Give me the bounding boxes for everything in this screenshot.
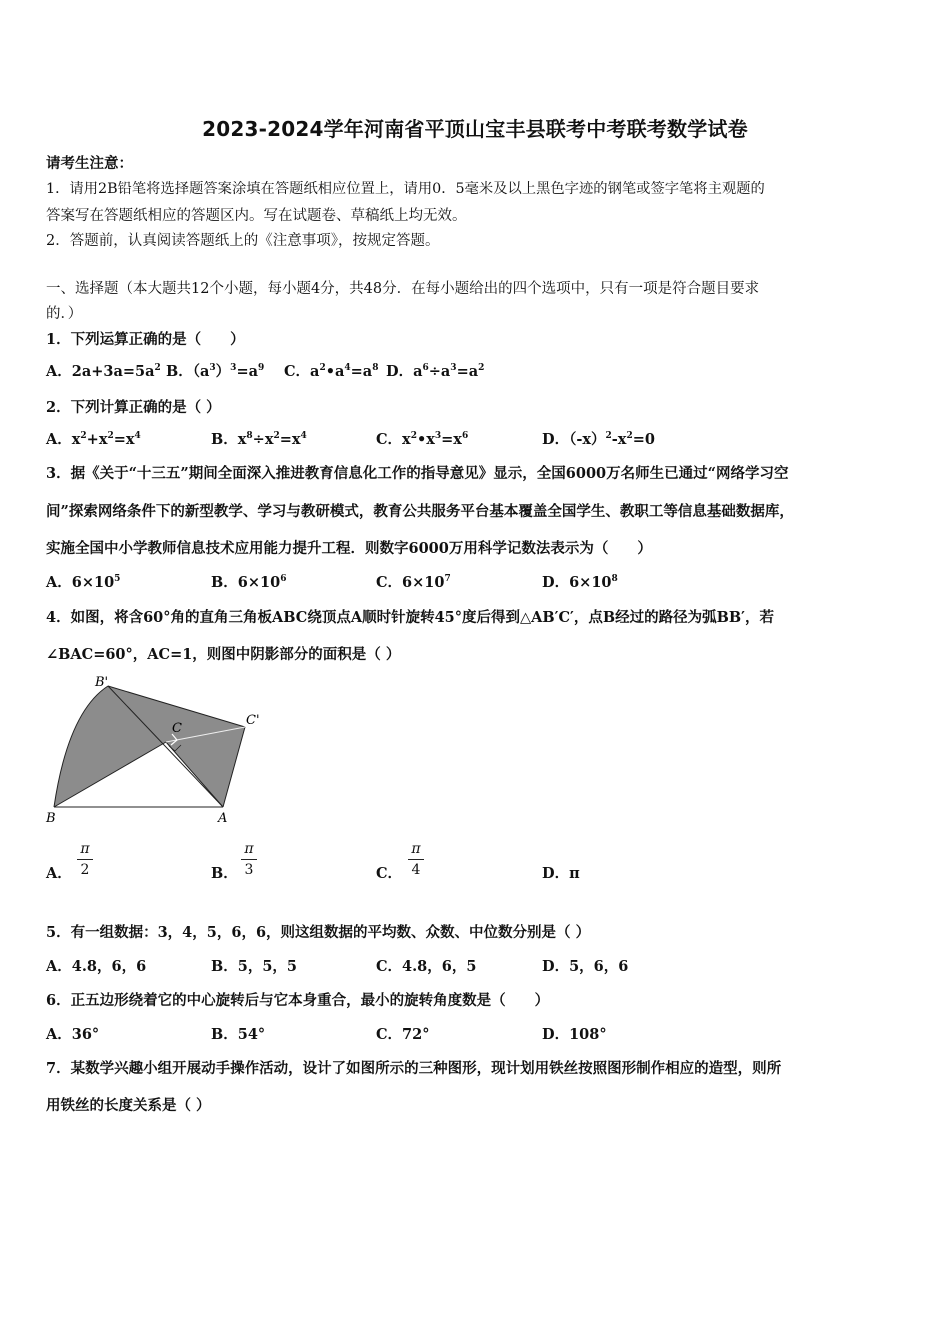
q1-stem: 1．下列运算正确的是（ ） [46, 331, 245, 348]
label-b: B [46, 811, 56, 826]
q3-option-c: C．$6\times 10^7$ [376, 574, 451, 591]
q5-stem: 5．有一组数据：3，4，5，6，6，则这组数据的平均数、众数、中位数分别是（ ） [46, 924, 591, 941]
q6-option-b: B．54° [211, 1026, 266, 1043]
q4-option-c-label: C． [376, 865, 403, 882]
notice-line-3: 2．答题前，认真阅读答题纸上的《注意事项》，按规定答题。 [46, 233, 440, 249]
q2-option-d: D．$(-x)^2-x^2=0$ [542, 431, 655, 448]
q5-option-d: D．5，6，6 [542, 958, 629, 975]
notice-line-2: 答案写在答题纸相应的答题区内。写在试题卷、草稿纸上均无效。 [46, 208, 467, 224]
q1-option-d: D．$a^6\div a^3=a^2$ [386, 363, 485, 380]
notice-line-1: 1．请用2B铅笔将选择题答案涂填在答题纸相应位置上，请用0．5毫米及以上黑色字迹的钢笔或签字笔将主观题的 [46, 181, 765, 197]
notice-heading: 请考生注意： [46, 155, 133, 172]
q6-stem: 6．正五边形绕着它的中心旋转后与它本身重合，最小的旋转角度数是（ ） [46, 992, 550, 1009]
label-a: A [218, 811, 228, 826]
label-c: C [172, 721, 182, 736]
q4-line-1: 4．如图，将含60°角的直角三角板ABC绕顶点A顺时针旋转45°度后得到△AB′C′，点B经过的路径为弧BB′，若 [46, 609, 774, 626]
q4-option-b-label: B． [211, 865, 238, 882]
q4-option-a-label: A． [46, 865, 72, 882]
q5-option-a: A．4.8，6，6 [46, 958, 147, 975]
q3-line-3: 实施全国中小学教师信息技术应用能力提升工程．则数字6000万用科学记数法表示为（ ） [46, 540, 652, 557]
q4-rotation-figure [40, 672, 270, 832]
q2-option-a: A．$x^2+x^2=x^4$ [46, 431, 141, 448]
q4-line-2: ∠BAC=60°，AC=1，则图中阴影部分的面积是（ ） [46, 646, 401, 663]
q1-option-c: C．$a^2•a^4=a^8$ [284, 363, 379, 380]
page-title: 2023-2024学年河南省平顶山宝丰县联考中考联考数学试卷 [202, 117, 748, 141]
q2-option-c: C．$x^2•x^3=x^6$ [376, 431, 469, 448]
q2-option-b: B．$x^8\div x^2=x^4$ [211, 431, 307, 448]
q2-stem: 2．下列计算正确的是（ ） [46, 399, 221, 416]
q1-option-a: A．$2a+3a=5a^2$ [46, 363, 161, 380]
q7-line-1: 7．某数学兴趣小组开展动手操作活动，设计了如图所示的三种图形，现计划用铁丝按照图形制作相应的造型，则所 [46, 1060, 782, 1077]
q6-option-a: A．36° [46, 1026, 100, 1043]
q3-option-a: A．$6\times 10^5$ [46, 574, 121, 591]
q4-option-b-fraction: π 3 [241, 840, 257, 879]
q3-line-1: 3．据《关于“十三五”期间全面深入推进教育信息化工作的指导意见》显示，全国6000万名师生已通过“网络学习空 [46, 465, 789, 482]
label-c-prime: C' [246, 713, 260, 728]
q5-option-c: C．4.8，6，5 [376, 958, 477, 975]
q1-option-b: B．$(a^3)^3=a^9$ [166, 363, 265, 380]
label-b-prime: B' [95, 675, 109, 690]
q6-option-c: C．72° [376, 1026, 430, 1043]
q5-option-b: B．5，5，5 [211, 958, 298, 975]
q4-option-a-fraction: π 2 [77, 840, 93, 879]
q6-option-d: D．108° [542, 1026, 607, 1043]
q7-line-2: 用铁丝的长度关系是（ ） [46, 1097, 211, 1114]
section-heading-line-2: 的．） [46, 306, 83, 322]
q3-line-2: 间”探索网络条件下的新型教学、学习与教研模式，教育公共服务平台基本覆盖全国学生、教职工等信息基础数据库， [46, 503, 794, 520]
q3-option-b: B．$6\times 10^6$ [211, 574, 287, 591]
section-heading-line-1: 一、选择题（本大题共12个小题，每小题4分，共48分．在每小题给出的四个选项中，只有一项是符合题目要求 [46, 281, 760, 297]
q4-option-d: D．π [542, 865, 580, 882]
q3-option-d: D．$6\times 10^8$ [542, 574, 618, 591]
q4-option-c-fraction: π 4 [408, 840, 424, 879]
